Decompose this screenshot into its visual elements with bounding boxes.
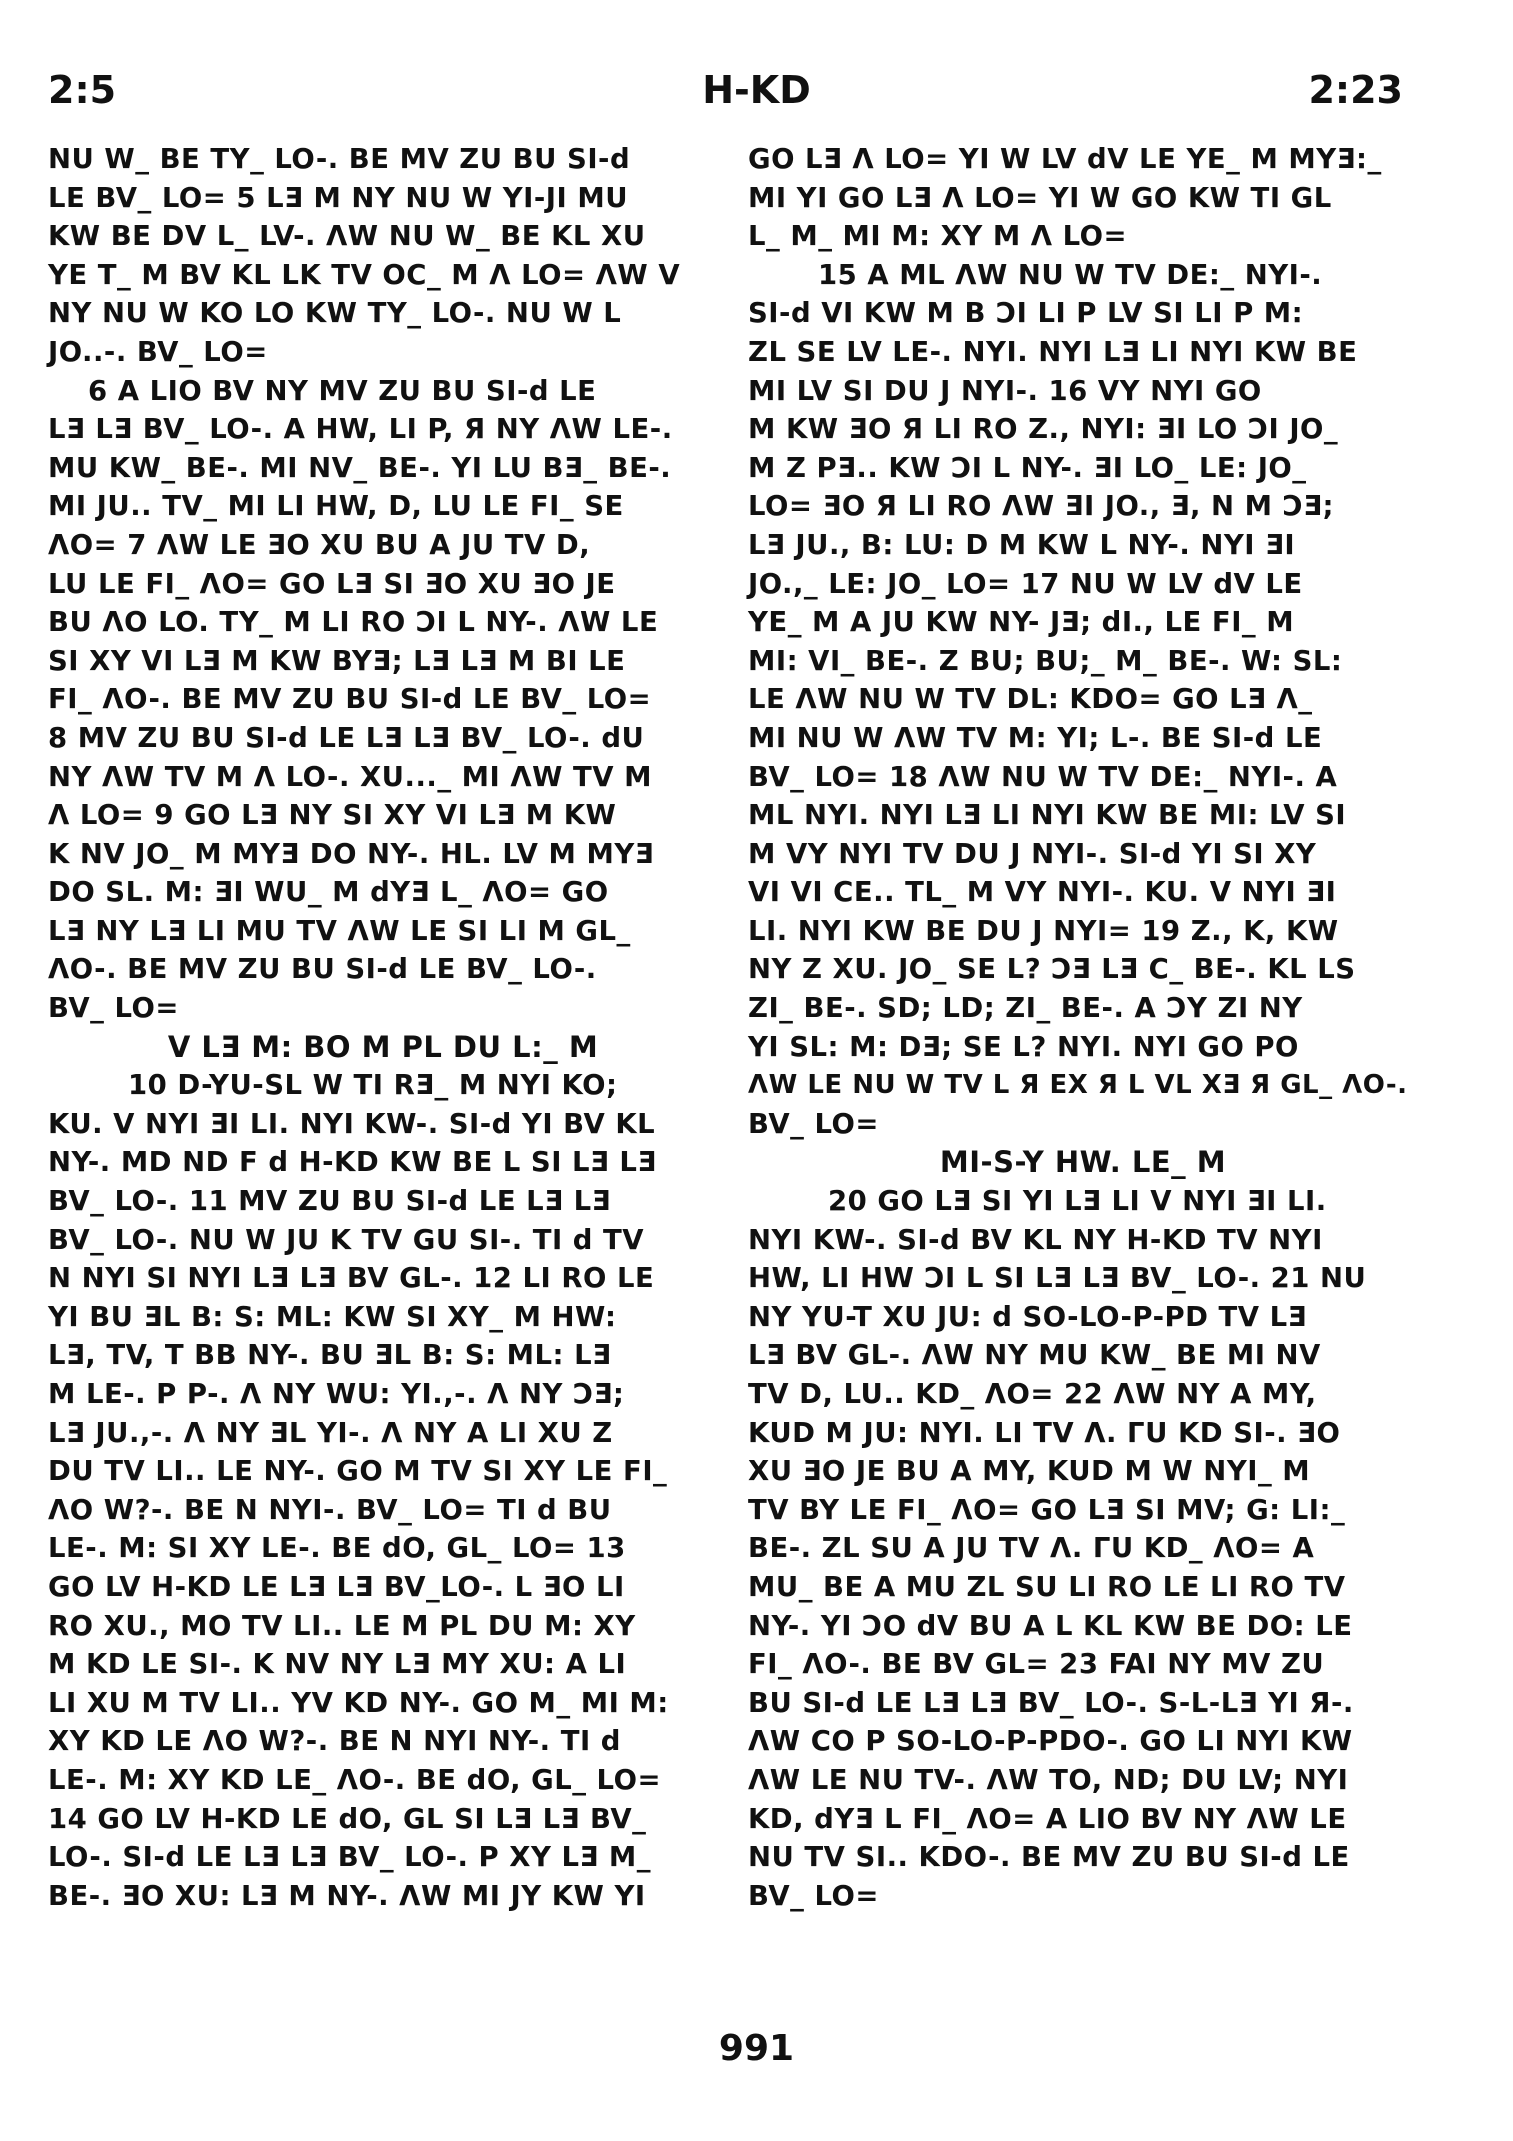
text-line: M VY NYI TV DU J NYI-. SI-d YI SI XY [748,837,1317,870]
text-line: KU. V NYI ƎI LI. NYI KW-. SI-d YI BV KL [48,1107,656,1140]
text-line: 10 D-YU-SL W TI RƎ_ M NYI KO; [128,1069,618,1102]
text-line: M KW ƎO Я LI RO Z., NYI: ƎI LO ƆI JO_ [748,413,1339,446]
text-line: LƎ, TV, T BB NY-. BU ƎL B: S: ML: LƎ [48,1339,612,1372]
text-line: 20 GO LƎ SI YI LƎ LI V NYI ƎI LI. [828,1185,1327,1218]
text-line: HW, LI HW ƆI L SI LƎ LƎ BV_ LO-. 21 NU [748,1262,1367,1295]
text-line: TV D, LU.. KD_ ΛO= 22 ΛW NY A MY, [748,1378,1317,1410]
text-line: LƎ NY LƎ LI MU TV ΛW LE SI LI M GL_ [48,914,631,947]
text-line: KD, dYƎ L FI_ ΛO= A LIO BV NY ΛW LE [748,1802,1347,1835]
text-line: 14 GO LV H-KD LE dO, GL SI LƎ LƎ BV_ [48,1802,647,1835]
text-line: ΛO-. BE MV ZU BU SI-d LE BV_ LO-. [48,953,597,986]
text-line: RO XU., MO TV LI.. LE M PL DU M: XY [48,1609,636,1642]
text-line: N NYI SI NYI LƎ LƎ BV GL-. 12 LI RO LE [48,1262,655,1295]
text-line: NYI KW-. SI-d BV KL NY H-KD TV NYI [748,1223,1323,1256]
text-line: YE_ M A JU KW NY- JƎ; dI., LE FI_ M [748,606,1295,639]
text-line: YI SL: M: DƎ; SE L? NYI. NYI GO PO [748,1030,1299,1063]
text-line: ZL SE LV LE-. NYI. NYI LƎ LI NYI KW BE [748,335,1358,368]
text-line: BE-. ZL SU A JU TV Λ. ΓU KD_ ΛO= A [748,1532,1315,1565]
text-line: KW BE DV L_ LV-. ΛW NU W_ BE KL XU [48,220,646,253]
text-line: ΛO W?-. BE N NYI-. BV_ LO= TI d BU [48,1493,612,1526]
right-column [748,140,1418,1915]
text-line: SI XY VI LƎ M KW BYƎ; LƎ LƎ M BI LE [48,644,626,677]
section-heading: V LƎ M: BO M PL DU L:_ M [167,1029,599,1064]
text-line: JO..-. BV_ LO= [48,335,268,368]
text-line: DO SL. M: ƎI WU_ M dYƎ L_ ΛO= GO [48,876,609,909]
text-line: LƎ JU.,-. Λ NY ƎL YI-. Λ NY A LI XU Z [48,1416,613,1449]
text-line: GO LV H-KD LE LƎ LƎ BV_LO-. L ƎO LI [48,1570,625,1603]
text-line: NY ΛW TV M Λ LO-. XU..._ MI ΛW TV M [48,760,653,793]
text-line: BV_ LO= [748,1107,879,1140]
text-line: MU KW_ BE-. MI NV_ BE-. YI LU BƎ_ BE-. [48,451,672,484]
text-line: K NV JO_ M MYƎ DO NY-. HL. LV M MYƎ [48,837,655,870]
text-line: ΛW LE NU TV-. ΛW TO, ND; DU LV; NYI [748,1763,1349,1796]
text-line: ΛW LE NU W TV L Я EX Я L VL XƎ Я GL_ ΛO-. [748,1070,1408,1101]
text-line: LE-. M: XY KD LE_ ΛO-. BE dO, GL_ LO= [48,1763,661,1796]
text-line: MU_ BE A MU ZL SU LI RO LE LI RO TV [748,1570,1346,1603]
text-line: LO-. SI-d LE LƎ LƎ BV_ LO-. P XY LƎ M_ [48,1841,651,1874]
text-line: VI VI CE.. TL_ M VY NYI-. KU. V NYI ƎI [748,876,1337,909]
text-line: BV_ LO= [48,992,179,1025]
text-line: M LE-. P P-. Λ NY WU: YI.,-. Λ NY ƆƎ; [48,1378,625,1410]
text-line: FI_ ΛO-. BE MV ZU BU SI-d LE BV_ LO= [48,683,652,716]
left-column [48,140,718,1915]
text-line: MI YI GO LƎ Λ LO= YI W GO KW TI GL [748,181,1332,214]
text-line: BU ΛO LO. TY_ M LI RO ƆI L NY-. ΛW LE [48,606,659,639]
text-line: XY KD LE ΛO W?-. BE N NYI NY-. TI d [48,1725,621,1758]
text-line: BV_ LO= [748,1879,879,1912]
text-line: NU TV SI.. KDO-. BE MV ZU BU SI-d LE [748,1841,1350,1874]
text-line: NU W_ BE TY_ LO-. BE MV ZU BU SI-d [48,143,631,175]
text-line: LE-. M: SI XY LE-. BE dO, GL_ LO= 13 [48,1532,626,1565]
text-line: DU TV LI.. LE NY-. GO M TV SI XY LE FI_ [48,1455,668,1488]
text-line: NY NU W KO LO KW TY_ LO-. NU W L [48,297,622,330]
text-line: LƎ JU., B: LU: D M KW L NY-. NYI ƎI [748,528,1296,561]
text-line: LE ΛW NU W TV DL: KDO= GO LƎ Λ_ [748,683,1313,716]
text-line: LI. NYI KW BE DU J NYI= 19 Z., K, KW [748,914,1339,947]
text-line: BU SI-d LE LƎ LƎ BV_ LO-. S-L-LƎ YI Я-. [748,1686,1354,1719]
text-line: YE T_ M BV KL LK ΤV ΟC_ M Λ LO= ΛW V [48,258,681,291]
text-line: LƎ LƎ BV_ LO-. A HW, LI P, Я NY ΛW LE-. [48,413,673,446]
text-line: LO= ƎO Я LI RO ΛW ƎI JO., Ǝ, N M ƆƎ; [748,490,1335,523]
text-line: JO.,_ LE: JO_ LO= 17 NU W LV dV LE [748,567,1303,600]
text-line: BE-. ƎO XU: LƎ M NY-. ΛW MI JY KW YI [48,1879,646,1912]
text-line: 15 A ML ΛW NU W TV DE:_ NYI-. [818,258,1323,291]
book-title: H-KD [702,68,811,112]
text-line: BV_ LO-. NU W JU K TV GU SI-. TI d TV [48,1223,645,1256]
text-line: NY YU-T XU JU: d SO-LO-P-PD TV LƎ [748,1300,1307,1333]
chapter-verse-end: 2:23 [1308,68,1403,112]
text-line: BV_ LO-. 11 MV ZU BU SI-d LE LƎ LƎ [48,1185,611,1218]
text-line: ML NYI. NYI LƎ LI NYI KW BE MI: LV SI [748,799,1347,832]
text-line: M KD LE SI-. K NV NY LƎ MY XU: A LI [48,1648,627,1681]
text-line: MI: VI_ BE-. Z BU; BU;_ M_ BE-. W: SL: [748,644,1343,677]
text-line: L_ M_ MI M: XY M Λ LO= [748,220,1128,253]
text-line: NY-. MD ND F d H-KD KW BE L SI LƎ LƎ [48,1146,657,1179]
chapter-verse-start: 2:5 [48,68,117,112]
text-line: YI BU ƎL B: S: ML: KW SI XY_ M HW: [48,1300,617,1333]
text-line: 8 MV ZU BU SI-d LE LƎ LƎ BV_ LO-. dU [48,721,645,754]
text-line: FI_ ΛO-. BE BV GL= 23 FAI NY MV ZU [748,1648,1325,1681]
text-line: MI NU W ΛW TV M: YI; L-. BE SI-d LE [748,721,1323,754]
text-line: SI-d VI KW M B ƆI LI P LV SI LI P M: [748,297,1304,330]
text-line: 6 A LIO BV NY MV ZU BU SI-d LE [88,374,597,407]
text-line: ΛW CO P SO-LO-P-PDO-. GO LI NYI KW [748,1725,1353,1758]
text-line: TV BY LE FI_ ΛO= GO LƎ SI MV; G: LI:_ [748,1493,1346,1526]
text-line: LU LE FI_ ΛO= GO LƎ SI ƎO XU ƎO JE [48,567,616,600]
text-line: M Z PƎ.. KW ƆI L NY-. ƎI LO_ LE: JO_ [748,451,1307,484]
text-line: LE BV_ LO= 5 LƎ M NY NU W YI-JI MU [48,181,629,214]
text-line: ZI_ BE-. SD; LD; ZI_ BE-. A ƆY ZI NY [748,992,1303,1025]
text-line: Λ LO= 9 GO LƎ NY SI XY VI LƎ M KW [48,799,617,832]
page-number: 991 [718,2028,795,2069]
section-heading: MI-S-Y HW. LE_ M [939,1145,1227,1180]
text-line: BV_ LO= 18 ΛW NU W TV DE:_ NYI-. A [748,760,1338,793]
text-line: MI LV SI DU J NYI-. 16 VY NYI GO [748,374,1262,407]
text-line: NY Z XU. JO_ SE L? ƆƎ LƎ C_ BE-. KL LS [748,953,1356,986]
text-line: LI XU M TV LI.. YV KD NY-. GO M_ MI M: [48,1686,669,1719]
text-line: GO LƎ Λ LO= YI W LV dV LE YE_ M MYƎ:_ [748,143,1382,175]
text-line: NY-. YI ƆO dV BU A L KL KW BE DO: LE [748,1609,1353,1642]
text-line: KUD M JU: NYI. LI TV Λ. ΓU KD SI-. ƎO [748,1416,1341,1449]
text-line: LƎ BV GL-. ΛW NY MU KW_ BE MI NV [748,1339,1321,1372]
text-line: ΛO= 7 ΛW LE ƎO XU BU A JU TV D, [48,528,591,561]
text-line: MI JU.. TV_ MI LI HW, D, LU LE FI_ SE [48,490,624,523]
text-line: XU ƎO JE BU A MY, KUD M W NYI_ M [748,1455,1311,1488]
